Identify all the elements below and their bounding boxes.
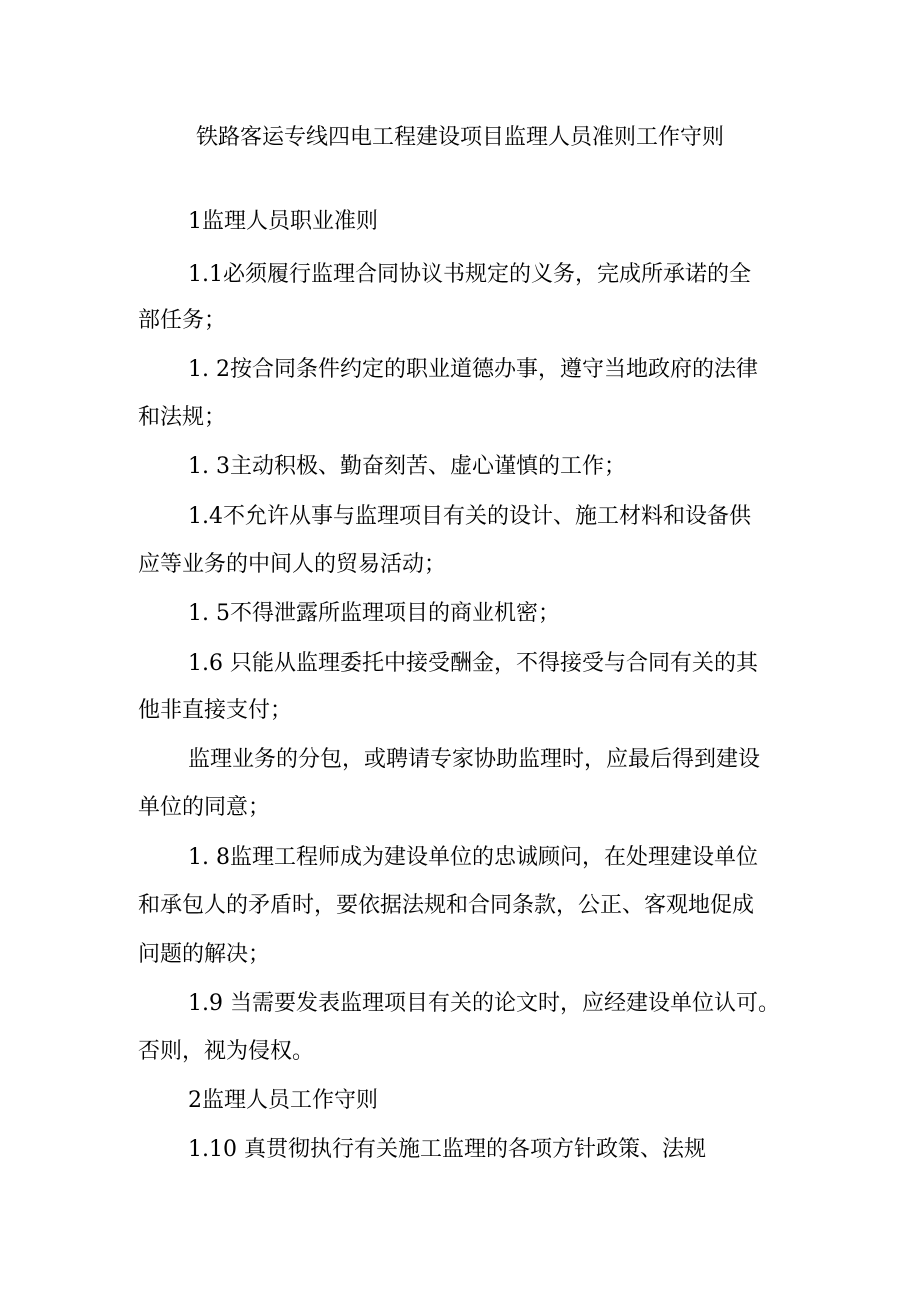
section-heading-1: 1监理人员职业准则 xyxy=(188,209,378,234)
paragraph-line: 单位的同意； xyxy=(138,795,271,820)
paragraph-line: 应等业务的中间人的贸易活动； xyxy=(138,552,447,577)
paragraph-line: 他非直接支付； xyxy=(138,698,293,723)
paragraph-line: 1.6 只能从监理委托中接受酬金，不得接受与合同有关的其 xyxy=(188,651,758,676)
paragraph-line: 部任务； xyxy=(138,308,227,333)
paragraph-line: 问题的解决； xyxy=(138,942,271,967)
paragraph-line: 1. 8监理工程师成为建设单位的忠诚顾问，在处理建设单位 xyxy=(188,845,758,870)
paragraph-line: 1. 2按合同条件约定的职业道德办事，遵守当地政府的法律 xyxy=(188,357,758,382)
paragraph-line: 1. 3主动积极、勤奋刻苦、虚心谨慎的工作； xyxy=(188,454,626,479)
paragraph-line: 监理业务的分包，或聘请专家协助监理时，应最后得到建设 xyxy=(188,747,761,772)
paragraph-line: 和法规； xyxy=(138,405,227,430)
paragraph-line: 1.1必须履行监理合同协议书规定的义务，完成所承诺的全 xyxy=(188,262,751,287)
paragraph-line: 否则，视为侵权。 xyxy=(138,1039,315,1064)
paragraph-line: 1.4不允许从事与监理项目有关的设计、施工材料和设备供 xyxy=(188,504,751,529)
paragraph-line: 1.9 当需要发表监理项目有关的论文时，应经建设单位认可。 xyxy=(188,991,780,1016)
paragraph-line: 1. 5不得泄露所监理项目的商业机密； xyxy=(188,601,560,626)
paragraph-line: 和承包人的矛盾时，要依据法规和合同条款，公正、客观地促成 xyxy=(138,893,755,918)
document-title: 铁路客运专线四电工程建设项目监理人员准则工作守则 xyxy=(195,125,724,150)
section-heading-2: 2监理人员工作守则 xyxy=(188,1088,378,1113)
paragraph-line: 1.10 真贯彻执行有关施工监理的各项方针政策、法规 xyxy=(188,1137,706,1162)
